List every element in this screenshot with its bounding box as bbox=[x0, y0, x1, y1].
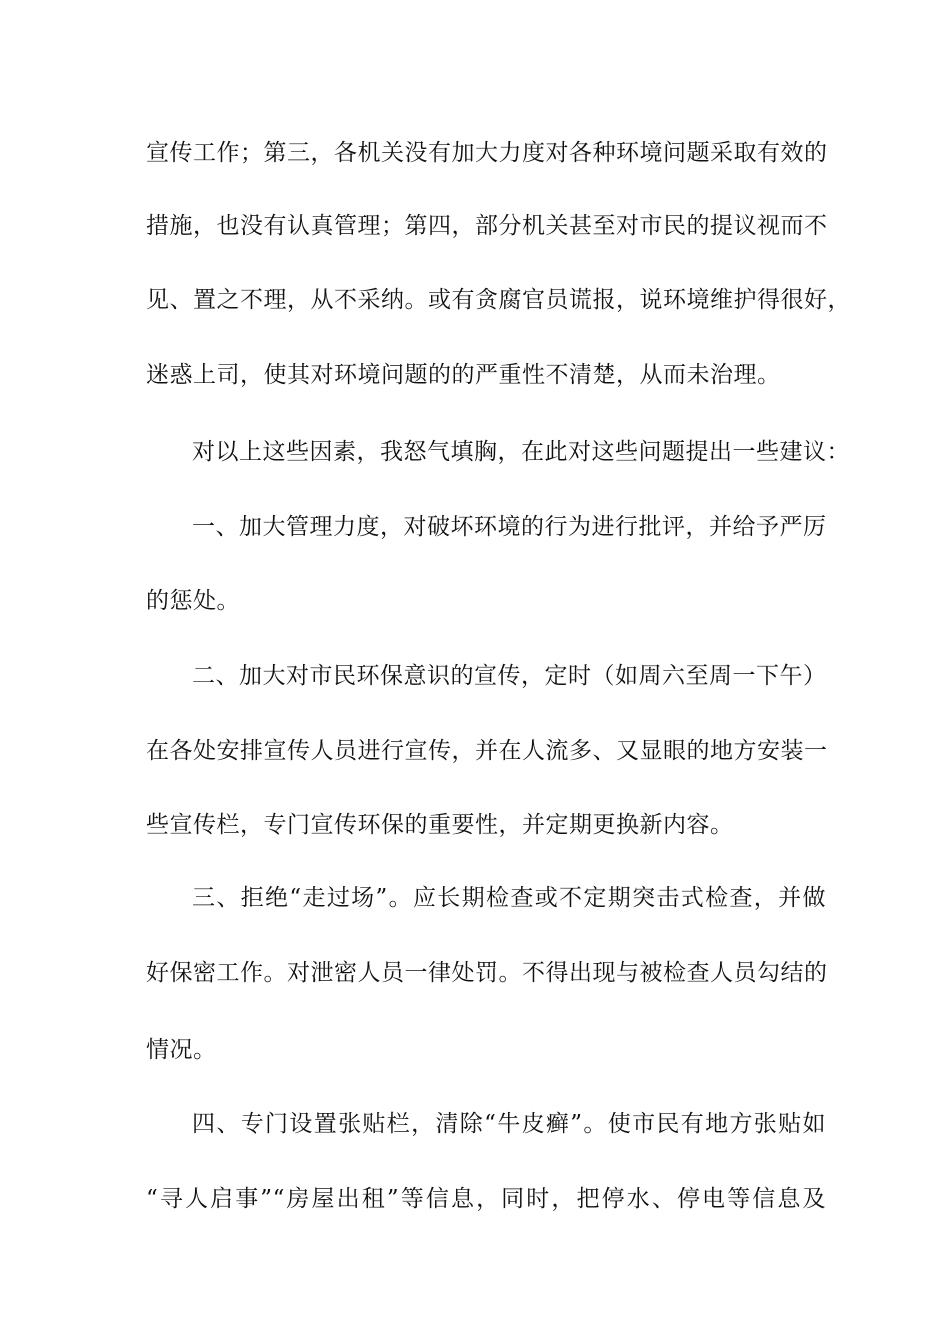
text-line-6: 一、加大管理力度，对破坏环境的行为进行批评，并给予严厉 bbox=[192, 514, 827, 540]
text-line-14: 四、专门设置张贴栏，清除“牛皮癣”。使市民有地方张贴如 bbox=[192, 1111, 826, 1137]
text-line-8: 二、加大对市民环保意识的宣传，定时（如周六至周一下午） bbox=[192, 663, 827, 689]
text-line-4: 迷惑上司，使其对环境问题的的严重性不清楚，从而未治理。 bbox=[146, 362, 781, 388]
text-line-13: 情况。 bbox=[146, 1037, 217, 1063]
text-line-1: 宣传工作；第三，各机关没有加大力度对各种环境问题采取有效的 bbox=[146, 140, 828, 166]
text-line-11: 三、拒绝“走过场”。应长期检查或不定期突击式检查，并做 bbox=[192, 885, 826, 911]
text-line-5: 对以上这些因素，我怒气填胸，在此对这些问题提出一些建议： bbox=[192, 439, 850, 465]
text-line-2: 措施，也没有认真管理；第四，部分机关甚至对市民的提议视而不 bbox=[146, 213, 828, 239]
text-line-3: 见、置之不理，从不采纳。或有贪腐官员谎报，说环境维护得很好， bbox=[146, 287, 851, 313]
text-line-10: 些宣传栏，专门宣传环保的重要性，并定期更换新内容。 bbox=[146, 812, 734, 838]
text-line-7: 的惩处。 bbox=[146, 588, 240, 614]
text-line-15: “寻人启事”“房屋出租”等信息，同时，把停水、停电等信息及 bbox=[146, 1186, 826, 1212]
text-line-9: 在各处安排宣传人员进行宣传，并在人流多、又显眼的地方安装一 bbox=[146, 738, 828, 764]
text-line-12: 好保密工作。对泄密人员一律处罚。不得出现与被检查人员勾结的 bbox=[146, 960, 828, 986]
